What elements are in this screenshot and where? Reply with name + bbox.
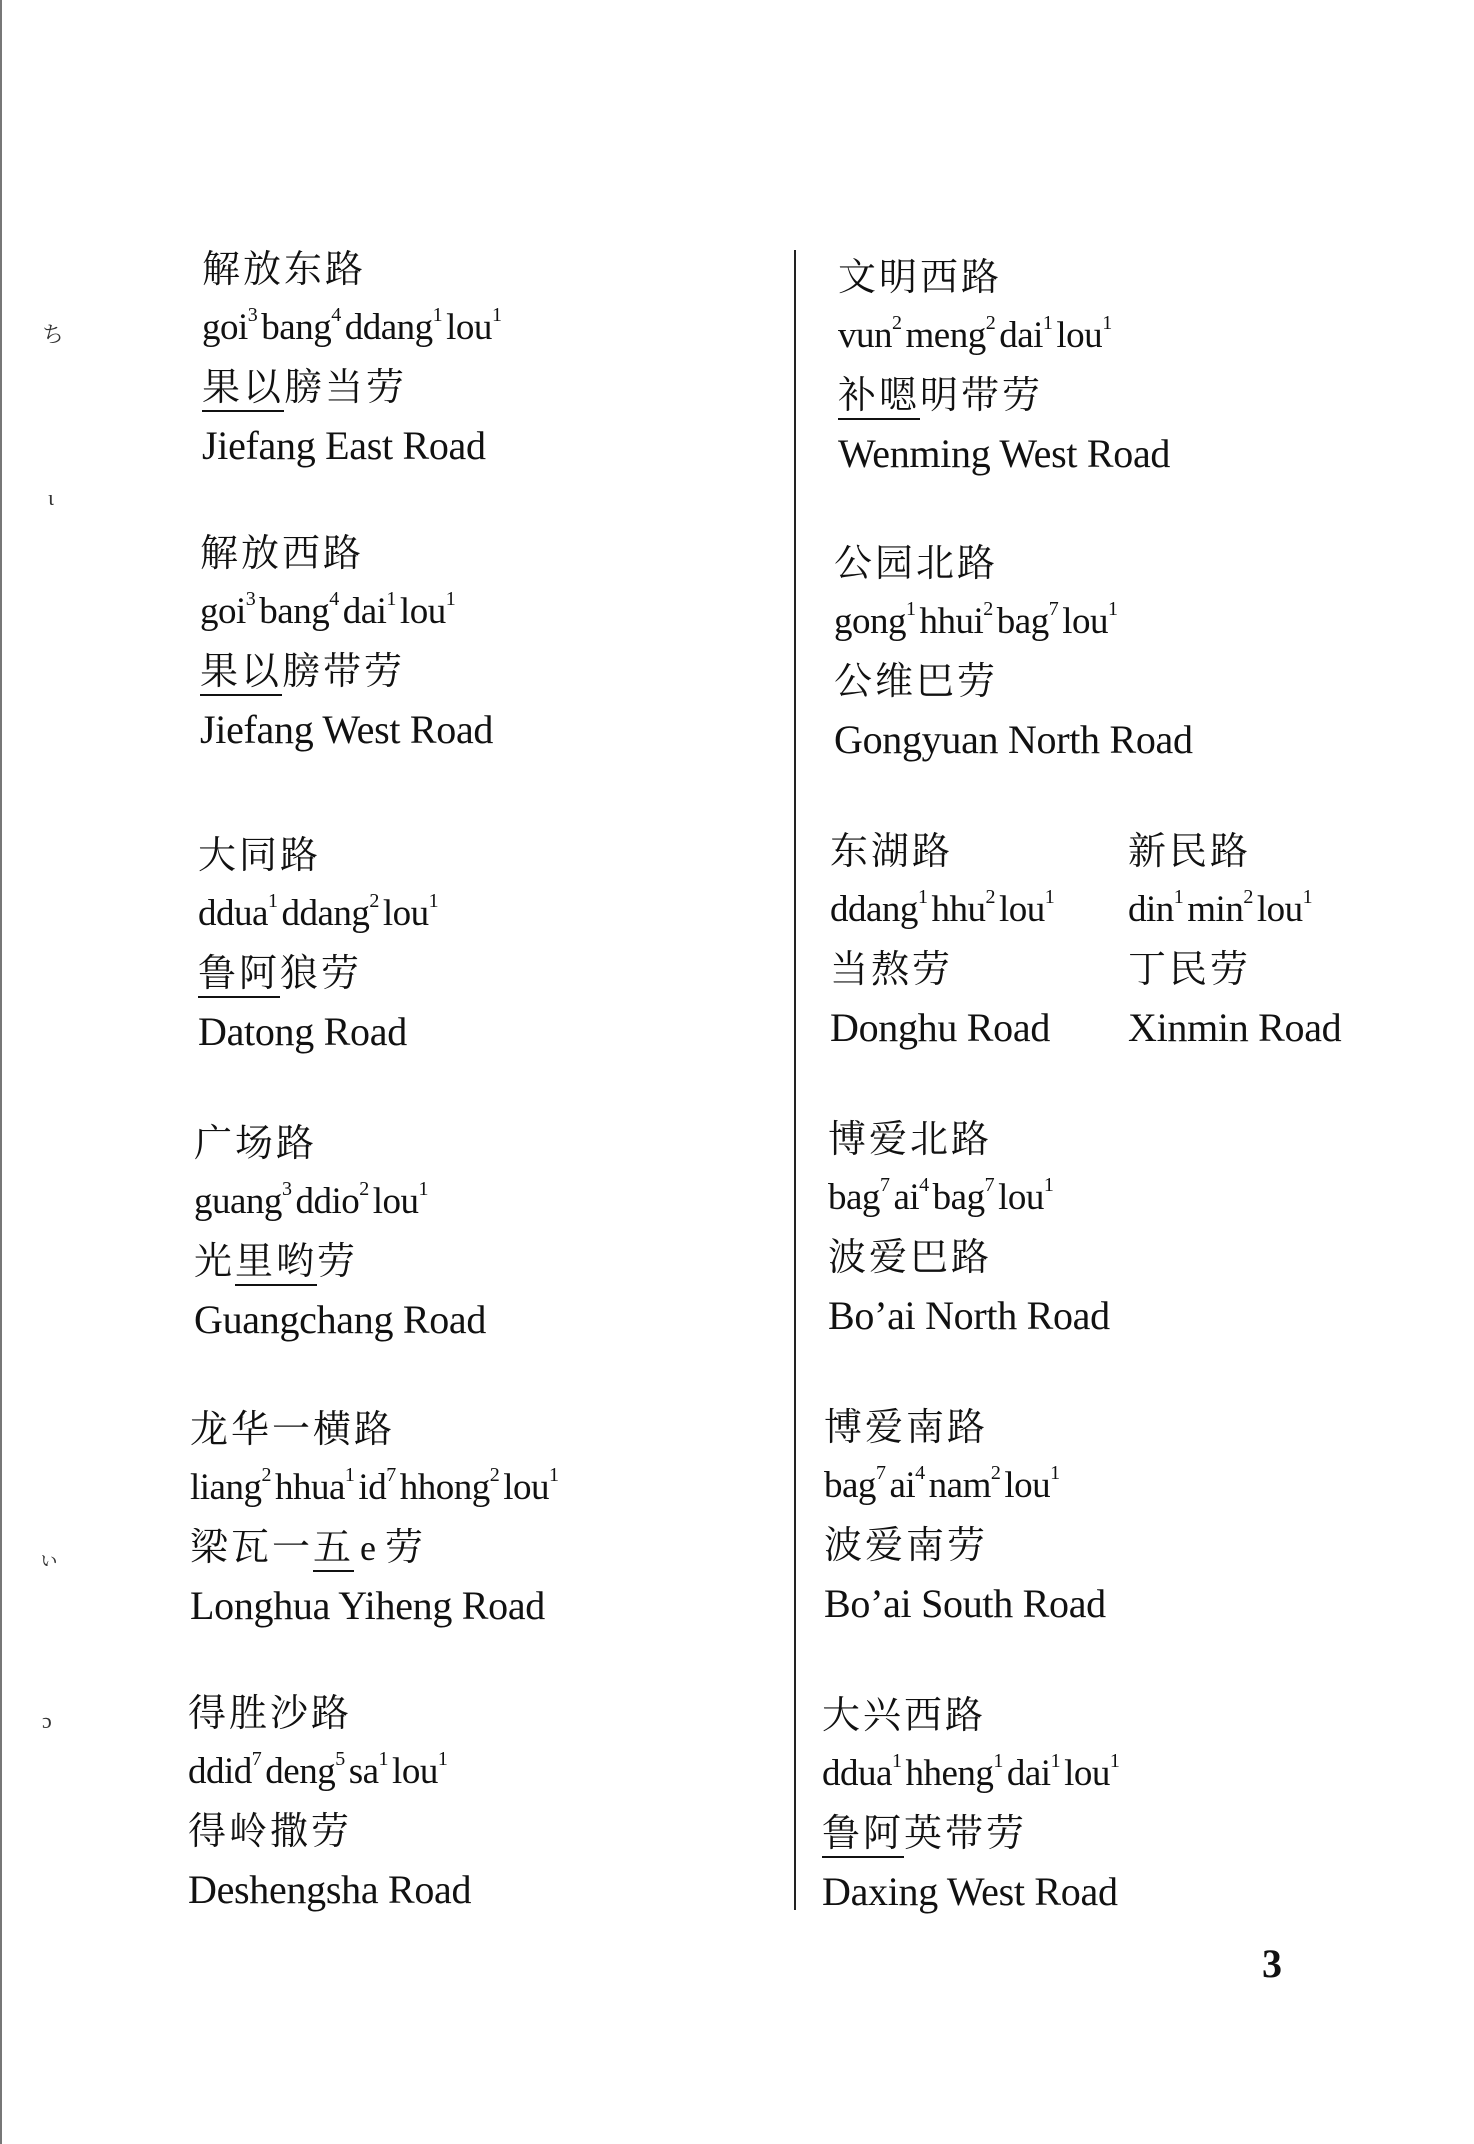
english-road-name: Donghu Road (830, 1005, 1051, 1050)
road-entry (194, 1114, 486, 1350)
tone-number: 1 (1050, 1750, 1061, 1772)
syllable: ddid (188, 1751, 252, 1792)
tone-number: 1 (891, 1750, 902, 1772)
tone-number: 2 (983, 598, 993, 620)
margin-mark: ち (42, 322, 65, 347)
pronunciation-line (834, 592, 1193, 652)
tone-number: 2 (985, 886, 995, 908)
syllable: deng (265, 1751, 336, 1792)
chinese-road-name: 新民路 (1128, 829, 1252, 873)
homophone-rest: 丁民劳 (1128, 947, 1252, 991)
syllable: ddua (822, 1753, 892, 1794)
homophone-rest: 波爱南劳 (824, 1523, 989, 1567)
chinese-road-name: 公园北路 (834, 541, 999, 585)
homophone-line (198, 944, 442, 1002)
syllable: dai (999, 315, 1043, 356)
road-entry (822, 1686, 1123, 1922)
syllable: hhu (931, 889, 986, 930)
column-divider (794, 250, 796, 1910)
syllable: lou (382, 893, 429, 934)
tone-number: 1 (1302, 886, 1313, 908)
english-road-name: Bo’ai South Road (824, 1581, 1106, 1626)
syllable: lou (503, 1467, 549, 1508)
pronunciation-line (838, 306, 1170, 366)
syllable: lou (372, 1181, 419, 1222)
syllable: ddang (281, 893, 370, 934)
homophone-underlined: 鲁阿 (198, 951, 280, 998)
syllable: ai (889, 1465, 916, 1506)
road-entry (834, 534, 1193, 770)
tone-number: 1 (491, 304, 502, 326)
syllable: bag (824, 1465, 876, 1506)
syllable: vun (838, 315, 892, 356)
chinese-road-name: 东湖路 (830, 829, 954, 873)
syllable: goi (202, 307, 248, 348)
syllable: bag (996, 601, 1049, 642)
tone-number: 2 (1243, 886, 1253, 908)
tone-number: 1 (917, 886, 928, 908)
syllable: ddang (830, 889, 918, 930)
homophone-line (824, 1516, 1106, 1574)
syllable: id (358, 1467, 387, 1508)
tone-number: 1 (1173, 886, 1184, 908)
tone-number: 1 (418, 1178, 428, 1200)
syllable: goi (200, 591, 246, 632)
tone-number: 1 (1042, 312, 1053, 334)
homophone-line (822, 1804, 1123, 1862)
tone-number: 1 (445, 588, 456, 610)
syllable: hhua (274, 1467, 345, 1508)
syllable: lou (392, 1751, 438, 1792)
chinese-road-name: 解放东路 (202, 247, 367, 291)
syllable: hhong (399, 1467, 490, 1508)
homophone-underlined: 鲁阿 (822, 1811, 904, 1858)
tone-number: 7 (1048, 598, 1059, 620)
pronunciation-line (188, 1742, 471, 1802)
tone-number: 1 (344, 1464, 355, 1486)
english-road-name: Jiefang East Road (202, 423, 486, 468)
tone-number: 7 (879, 1174, 890, 1196)
syllable: lou (1004, 1465, 1051, 1506)
pronunciation-line (824, 1456, 1106, 1516)
homophone-rest: 膀带劳 (282, 649, 406, 693)
syllable: bang (261, 307, 332, 348)
tone-number: 1 (1050, 1462, 1060, 1484)
syllable: meng (905, 315, 986, 356)
syllable: ddua (198, 893, 268, 934)
pronunciation-line (822, 1744, 1123, 1804)
english-road-name: Xinmin Road (1128, 1005, 1342, 1050)
syllable: sa (348, 1751, 379, 1792)
pronunciation-line (194, 1172, 486, 1232)
tone-number: 2 (369, 890, 379, 912)
homophone-rest: 劳 (317, 1239, 359, 1283)
pronunciation-line (200, 582, 493, 642)
homophone-line (1128, 940, 1341, 998)
syllable: dai (1006, 1753, 1051, 1794)
english-road-name: Datong Road (198, 1009, 407, 1054)
tone-number: 3 (247, 304, 258, 326)
chinese-road-name: 大同路 (198, 833, 322, 877)
road-entry (198, 826, 442, 1062)
tone-number: 1 (1108, 598, 1118, 620)
chinese-road-name: 得胜沙路 (188, 1691, 353, 1735)
homophone-underlined: 果以 (200, 649, 282, 696)
tone-number: 1 (1043, 1174, 1054, 1196)
homophone-line (828, 1228, 1110, 1286)
tone-number: 1 (1044, 886, 1055, 908)
homophone-rest: 明带劳 (920, 373, 1044, 417)
chinese-road-name: 解放西路 (200, 531, 365, 575)
pronunciation-line (202, 298, 505, 358)
page-number: 3 (1262, 1941, 1282, 1986)
syllable: bang (259, 591, 330, 632)
road-entry (828, 1110, 1110, 1346)
pronunciation-line (830, 880, 1058, 940)
homophone-line (188, 1802, 471, 1860)
margin-mark: ぃ (38, 1546, 61, 1571)
tone-number: 1 (386, 588, 396, 610)
road-entry (200, 524, 493, 760)
homophone-underlined: 补嗯 (838, 373, 920, 420)
syllable: lou (399, 591, 446, 632)
syllable: lou (998, 1177, 1044, 1218)
tone-number: 4 (915, 1462, 925, 1484)
road-entry (190, 1400, 562, 1636)
tone-number: 7 (984, 1174, 995, 1196)
road-entry (1128, 822, 1341, 1058)
syllable: ddang (344, 307, 433, 348)
chinese-road-name: 大兴西路 (822, 1693, 987, 1737)
homophone-prefix: 梁瓦一 (190, 1525, 314, 1569)
tone-number: 7 (875, 1462, 886, 1484)
tone-number: 1 (432, 304, 443, 326)
tone-number: 1 (1109, 1750, 1120, 1772)
road-entry (202, 240, 505, 476)
tone-number: 4 (331, 304, 341, 326)
tone-number: 2 (359, 1178, 369, 1200)
english-road-name: Bo’ai North Road (828, 1293, 1110, 1338)
margin-mark: ι (48, 485, 54, 510)
chinese-road-name: 龙华一横路 (190, 1407, 396, 1451)
english-road-name: Longhua Yiheng Road (190, 1583, 545, 1628)
syllable: gong (834, 601, 906, 642)
homophone-rest: 狼劳 (280, 951, 363, 995)
homophone-prefix: 光 (194, 1239, 236, 1283)
tone-number: 1 (548, 1464, 559, 1486)
homophone-underlined: 里哟 (235, 1239, 317, 1286)
syllable: hhui (919, 601, 984, 642)
homophone-underlined: 五 (313, 1525, 354, 1572)
homophone-rest: 膀当劳 (284, 365, 408, 409)
road-entry (188, 1684, 471, 1920)
syllable: ddio (295, 1181, 360, 1222)
tone-number: 2 (892, 312, 902, 334)
syllable: lou (1056, 315, 1103, 356)
syllable: lou (998, 889, 1045, 930)
syllable: lou (446, 307, 492, 348)
tone-number: 1 (428, 890, 439, 912)
chinese-road-name: 博爱北路 (828, 1117, 993, 1161)
tone-number: 1 (437, 1748, 448, 1770)
english-road-name: Wenming West Road (838, 431, 1171, 476)
pronunciation-line (198, 884, 442, 944)
road-entry (838, 248, 1170, 484)
tone-number: 1 (906, 598, 916, 620)
english-road-name: Gongyuan North Road (834, 717, 1193, 762)
syllable: nam (928, 1465, 991, 1506)
syllable: min (1187, 889, 1244, 930)
syllable: bag (828, 1177, 880, 1218)
homophone-underlined: 果以 (202, 365, 284, 412)
syllable: din (1128, 889, 1174, 930)
syllable: lou (1062, 601, 1108, 642)
tone-number: 4 (919, 1174, 929, 1196)
tone-number: 2 (489, 1464, 500, 1486)
syllable: hheng (905, 1753, 994, 1794)
homophone-line (190, 1518, 562, 1576)
page-edge (0, 0, 2, 2144)
syllable: liang (190, 1467, 262, 1508)
pronunciation-line (1128, 880, 1341, 940)
english-road-name: Deshengsha Road (188, 1867, 472, 1912)
tone-number: 4 (329, 588, 339, 610)
syllable: lou (1064, 1753, 1110, 1794)
margin-mark: ɔ (42, 1708, 52, 1733)
homophone-rest: 波爱巴路 (828, 1235, 993, 1279)
chinese-road-name: 文明西路 (838, 255, 1003, 299)
tone-number: 2 (985, 312, 996, 334)
chinese-road-name: 广场路 (194, 1121, 318, 1165)
homophone-line (202, 358, 505, 416)
syllable: guang (194, 1181, 282, 1222)
road-entry (824, 1398, 1106, 1634)
english-road-name: Guangchang Road (194, 1297, 487, 1342)
homophone-rest: 公维巴劳 (834, 659, 999, 703)
tone-number: 7 (386, 1464, 396, 1486)
tone-number: 2 (990, 1462, 1001, 1484)
tone-number: 1 (378, 1748, 389, 1770)
syllable: dai (342, 591, 387, 632)
pronunciation-line (828, 1168, 1110, 1228)
tone-number: 7 (251, 1748, 262, 1770)
chinese-road-name: 博爱南路 (824, 1405, 989, 1449)
homophone-rest: 得岭撒劳 (188, 1809, 353, 1853)
homophone-line (200, 642, 493, 700)
homophone-rest: 英带劳 (904, 1811, 1028, 1855)
tone-number: 5 (335, 1748, 345, 1770)
tone-number: 3 (281, 1178, 292, 1200)
english-road-name: Jiefang West Road (200, 707, 494, 752)
road-entry (830, 822, 1058, 1058)
english-road-name: Daxing West Road (822, 1869, 1118, 1914)
homophone-line (194, 1232, 486, 1290)
tone-number: 1 (267, 890, 278, 912)
tone-number: 3 (245, 588, 256, 610)
syllable: ai (893, 1177, 920, 1218)
syllable: lou (1256, 889, 1303, 930)
tone-number: 1 (1102, 312, 1112, 334)
tone-number: 2 (261, 1464, 271, 1486)
homophone-line (838, 366, 1170, 424)
homophone-line (830, 940, 1058, 998)
homophone-rest: 劳 (385, 1525, 427, 1569)
homophone-line (834, 652, 1193, 710)
pronunciation-line (190, 1458, 562, 1518)
syllable: bag (932, 1177, 985, 1218)
tone-number: 1 (993, 1750, 1003, 1772)
homophone-latin: e (360, 1528, 380, 1568)
homophone-rest: 当熬劳 (830, 947, 954, 991)
